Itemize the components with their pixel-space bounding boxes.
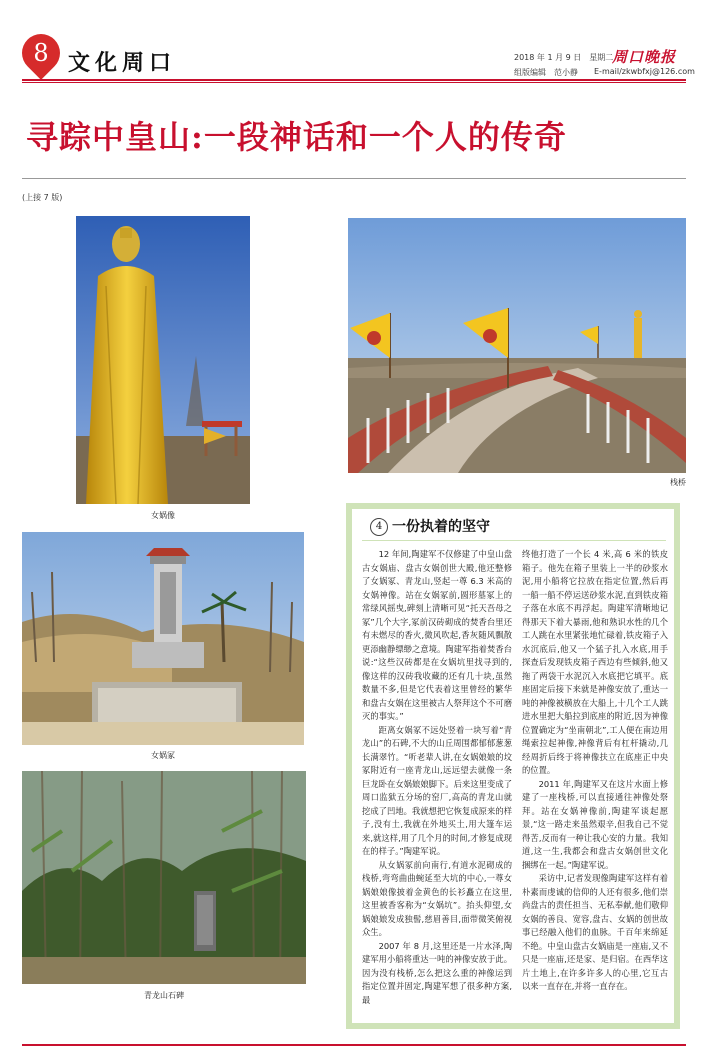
- article-column-1: [362, 548, 512, 1007]
- col2-paragraph: 采访中,记者发现像陶建军这样有着朴素而虔诚的信仰的人还有很多,他们崇尚盘古的责任担当、无私奉献,他们敬仰女娲的善良、宽容,盘古、女娲的创世故事已经融入他们的血脉。千百年来绵延不绝。中皇山盘古女娲庙是一座庙,又不只是一座庙,还是家、是归宿。在西华这片土地上,在许多许多人的心里,它互古以来一直存在,并将一直存在。: [522, 873, 668, 991]
- continued-note: (上接 7 版): [22, 193, 63, 202]
- col1-paragraph: 距离女娲冢不远处竖着一块写着“青龙山”的石碑,不大的山丘周围都郁郁葱葱长满翠竹。“听老辈人讲,在女娲娘娘的坟冢附近有一座青龙山,远远望去就像一条巨龙卧在女娲娘娘脚下。后来这里变成了周口监狱五分场的窑厂,高高的青龙山就挖成了凹地。我就想把它恢复成原来的样子,没有土,我就在外地买土,用大篷车运来,就这样,用了几个月的时间,才修复成现在的样子。”陶建军说。: [362, 724, 512, 856]
- page-number: 8: [33, 39, 49, 67]
- col2-paragraph: 终他打造了一个长 4 米,高 6 米的铁皮箱子。他先在箱子里装上一半的砂浆水泥,用小船将它拉放在指定位置,然后再一船一船不停运送砂浆水泥,直到铁皮箱子落在水底不再浮起。陶建军清晰地记得那天下着大暴雨,他和熟识水性的几个工人跳在水里紧张地忙碌着,铁皮箱子入水沉底后,他又一个猛子扎入水底,用手探查后发现铁皮箱子西边有些倾斜,他又拖了两袋干水泥沉入水底把它填平。底座固定后接下来就是神像安放了,重达一吨的神像被横放在大船上,十几个工人跳进水里把大船拉到底座的附近,因为神像位置确定为“坐南朝北”,工人便在南边用绳索拉起神像,神像背后有杠杆撬动,几经周折后终于将神像扶立在底座正中央的位置。: [522, 549, 668, 775]
- bridge-caption: 栈桥: [670, 478, 686, 487]
- statue-caption: 女娲像: [151, 511, 175, 520]
- bridge-photo: [348, 218, 686, 473]
- footer-rule: [22, 1044, 686, 1046]
- col1-paragraph: 从女娲冢前向南行,有道水泥砌成的栈桥,弯弯曲曲蜿延至大坑的中心,一尊女娲娘娘像披着金黄色的长衫矗立在这里,这里被香客称为“女娲坑”。抬头仰望,女娲娘娘发成独髻,慈眉善目,面带微笑俯视众生。: [362, 859, 512, 937]
- headline: 寻踪中皇山:一段神话和一个人的传奇: [26, 118, 567, 156]
- subheading: 一份执着的坚守: [392, 519, 490, 535]
- article-column-2: [522, 548, 668, 994]
- subheading-number: 4: [370, 518, 388, 536]
- headline-divider: [22, 178, 686, 179]
- header-rule: [22, 79, 686, 81]
- stele-caption: 青龙山石碑: [144, 991, 184, 1000]
- editor-line: 组版编辑 范小静: [514, 68, 578, 77]
- tomb-photo: [22, 532, 304, 745]
- col2-paragraph: 2011 年,陶建军又在这片水面上修建了一座栈桥,可以直接通往神像处祭拜。站在女娲神像前,陶建军谈起愿景,“这一路走来虽然艰辛,但我自己不觉得苦,反而有一种让我心安的力量。我知道,这一生,我都会和盘古女娲创世文化捆绑在一起。”陶建军说。: [522, 778, 668, 870]
- statue-photo: [76, 216, 250, 504]
- stele-photo: [22, 771, 306, 984]
- section-title: 文化周口: [68, 50, 177, 76]
- header-rule-thin: [22, 82, 686, 83]
- tomb-caption: 女娲冢: [151, 751, 175, 760]
- col1-paragraph: 2007 年 8 月,这里还是一片水泽,陶建军用小船将重达一吨的神像安放于此。因为没有栈桥,怎么把这么重的神像运到指定位置并固定,陶建军想了很多种方案,最: [362, 940, 512, 1005]
- subheading-rule: [362, 540, 666, 541]
- newspaper-masthead-logo: 周口晚报: [612, 48, 677, 66]
- date-line: 2018 年 1 月 9 日 星期二: [514, 53, 614, 62]
- editor-email: E-mail/zkwbfxj@126.com: [594, 67, 695, 76]
- col1-paragraph: 12 年间,陶建军不仅修建了中皇山盘古女娲庙、盘古女娲创世大殿,他还整修了女娲冢、青龙山,竖起一尊 6.3 米高的女娲神像。站在女娲冢前,圆形墓冢上的常绿风摇曳,碑刻上清晰可见“托天吾母之冢”几个大字,冢前汉砖砌成的焚香台里还有未燃尽的香火,微风吹起,香灰随风飘散更添幽静缥缈之意境。陶建军指着焚香台说:“这些汉砖都是在女娲坑里找寻到的,像这样的汉砖我收藏的还有几十块,虽然数量不多,但是它代表着这里曾经的繁华和盘古女娲在这里被古人祭拜这个不可磨灭的事实。”: [362, 549, 512, 721]
